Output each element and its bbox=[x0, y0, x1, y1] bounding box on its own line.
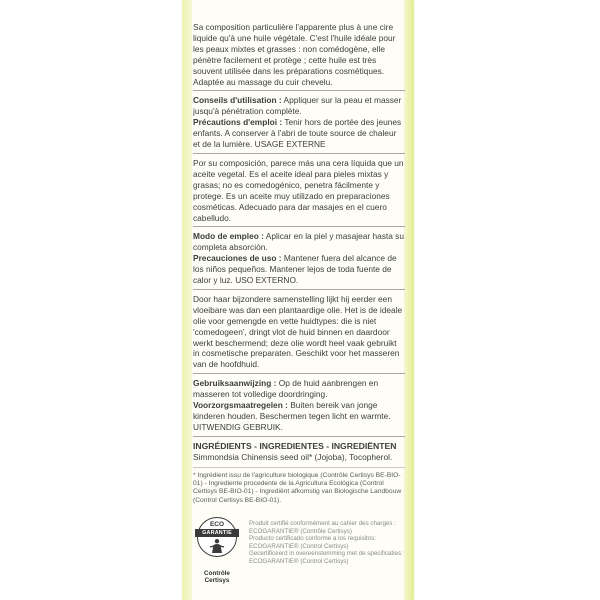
cert-line: Gecertificeerd in overeenstemming met de specificaties: bbox=[249, 550, 403, 558]
es-usage-label: Modo de empleo : bbox=[193, 231, 264, 242]
es-usage-text: Aplicar en la piel y masajear hasta su completa absorción. bbox=[193, 231, 404, 253]
eco-seal-top-text: ECO bbox=[209, 521, 225, 528]
es-precautions bbox=[193, 253, 405, 286]
eco-caption: Contrôle Certisys bbox=[204, 570, 230, 584]
divider bbox=[193, 373, 405, 374]
cert-line: Producto certificado conforme a los requisitos: bbox=[249, 535, 376, 543]
cert-line: Produit certifié conformément au cahier des charges : bbox=[249, 520, 396, 527]
nl-usage-text: Op de huid aanbrengen en masseren tot volledige doordringing. bbox=[193, 378, 379, 400]
cert-line: ECOGARANTIE® (Contrôle Certisys) bbox=[249, 527, 352, 535]
fr-description: Sa composition particulière l'apparente plus à une cire liquide qu'à une huile végétale. C'est l'huile idéale pour les peaux mixtes et grasses : non comédogène, elle pénètre facilement et protège ; cette huile est très souvent utilisée dans les préparations cosmétiques. Adaptée au massage du cuir chevelu. bbox=[193, 22, 396, 87]
right-color-band bbox=[404, 0, 414, 600]
ecogarantie-logo bbox=[193, 515, 241, 597]
ingredients-list: Simmondsia Chinensis seed oil* (Jojoba), Tocopherol. bbox=[193, 451, 393, 462]
label-text-area bbox=[193, 22, 405, 505]
nl-precautions-label: Voorzorgsmaatregelen : bbox=[193, 400, 288, 411]
divider bbox=[193, 436, 405, 437]
nl-usage-label: Gebruiksaanwijzing : bbox=[193, 378, 277, 389]
divider bbox=[193, 226, 405, 227]
divider bbox=[193, 467, 405, 468]
nl-precautions-text: Buiten bereik van jonge kinderen houden. Beschermen tegen licht en warmte. UITWENDIG GEBRUIK. bbox=[193, 400, 391, 432]
person-icon bbox=[209, 538, 225, 554]
fr-usage bbox=[193, 95, 405, 117]
nl-usage bbox=[193, 378, 405, 400]
fr-precautions bbox=[193, 117, 405, 150]
nl-description: Door haar bijzondere samenstelling lijkt hij eerder een vloeibare was dan een plantaardige olie. Het is de ideale olie voor gemengde en vette huidtypes: die is niet 'comedogeen', dringt vlot de huid binnen en daardoor werkt beschermend; deze olie wordt heel vaak gebruikt in cosmetische preparaten. Geschikt voor het masseren van de hoofdhuid. bbox=[193, 293, 403, 370]
fr-usage-text: Appliquer sur la peau et masser jusqu'à pénétration complète. bbox=[193, 95, 402, 117]
nl-precautions bbox=[193, 400, 405, 433]
cert-line: ECOGARANTIE® (Control Certisys) bbox=[249, 542, 349, 550]
es-precautions-text: Mantener fuera del alcance de los niños pequeños. Mantener lejos de toda fuente de calor y luz. USO EXTERNO. bbox=[193, 253, 397, 286]
es-precautions-label: Precauciones de uso : bbox=[193, 253, 282, 264]
certification-text bbox=[249, 520, 409, 566]
divider bbox=[193, 153, 405, 154]
eco-seal bbox=[197, 517, 237, 557]
divider bbox=[193, 90, 405, 91]
cert-line: ECOGARANTIE® (Control Certisys) bbox=[249, 557, 349, 565]
es-description: Por su composición, parece más una cera líquida que un aceite vegetal. Es el aceite ideal para pieles mixtas y grasas; no es comedogénico, penetra fácilmente y protege. Es un aceite muy utilizado en preparaciones cosméticas. Adecuado para dar masajes en el cuero cabelludo. bbox=[193, 157, 404, 223]
left-color-band bbox=[182, 0, 192, 600]
fr-usage-label: Conseils d'utilisation : bbox=[193, 95, 282, 106]
divider bbox=[193, 289, 405, 290]
organic-note: * Ingrédient issu de l'agriculture biologique (Contrôle Certisys BE-BIO-01) - Ingrediente procedente de la Agricultura Ecológica (Control Certisys BE-BIO-01) - Ingrediënt afkomstig van Biologische Landbouw (Control Certisys BE-BIO-01). bbox=[193, 471, 402, 504]
fr-precautions-label: Précautions d'emploi : bbox=[193, 117, 283, 128]
ingredients-title: INGRÉDIENTS - INGREDIENTES - INGREDIËNTEN bbox=[193, 440, 397, 451]
es-usage bbox=[193, 231, 405, 253]
fr-precautions-text: Tenir hors de portée des jeunes enfants. A conserver à l'abri de toute source de chaleur et de la lumière. USAGE EXTERNE bbox=[193, 117, 402, 150]
eco-seal-ribbon: GARANTIE bbox=[195, 529, 239, 537]
